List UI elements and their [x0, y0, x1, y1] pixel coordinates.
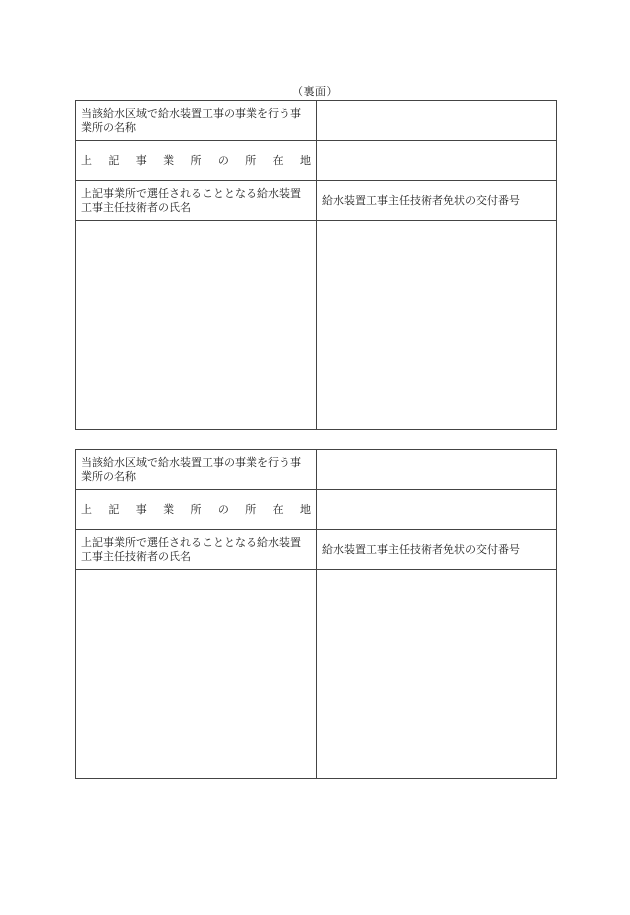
office-location-row [76, 141, 557, 181]
office-location-row [76, 490, 557, 530]
chief-engineer-name-field[interactable] [76, 570, 317, 779]
engineer-entry-row [76, 570, 557, 779]
office-location-label: 上記事業所の所在地 [76, 490, 317, 530]
office-form-table-2 [75, 449, 557, 779]
chief-engineer-name-label: 上記事業所で選任されることとなる給水装置工事主任技術者の氏名 [76, 181, 317, 221]
office-name-field[interactable] [317, 450, 557, 490]
office-name-field[interactable] [317, 101, 557, 141]
office-location-field[interactable] [317, 141, 557, 181]
chief-engineer-name-label: 上記事業所で選任されることとなる給水装置工事主任技術者の氏名 [76, 530, 317, 570]
office-location-field[interactable] [317, 490, 557, 530]
office-name-label: 当該給水区域で給水装置工事の事業を行う事業所の名称 [76, 450, 317, 490]
office-form-table-1 [75, 100, 557, 430]
engineer-entry-row [76, 221, 557, 430]
license-number-field[interactable] [317, 221, 557, 430]
office-name-row [76, 450, 557, 490]
office-location-label: 上記事業所の所在地 [76, 141, 317, 181]
engineer-header-row [76, 530, 557, 570]
office-name-row [76, 101, 557, 141]
office-name-label: 当該給水区域で給水装置工事の事業を行う事業所の名称 [76, 101, 317, 141]
page-title: （裏面） [292, 85, 338, 98]
license-number-field[interactable] [317, 570, 557, 779]
license-number-label: 給水装置工事主任技術者免状の交付番号 [317, 530, 557, 570]
license-number-label: 給水装置工事主任技術者免状の交付番号 [317, 181, 557, 221]
engineer-header-row [76, 181, 557, 221]
chief-engineer-name-field[interactable] [76, 221, 317, 430]
